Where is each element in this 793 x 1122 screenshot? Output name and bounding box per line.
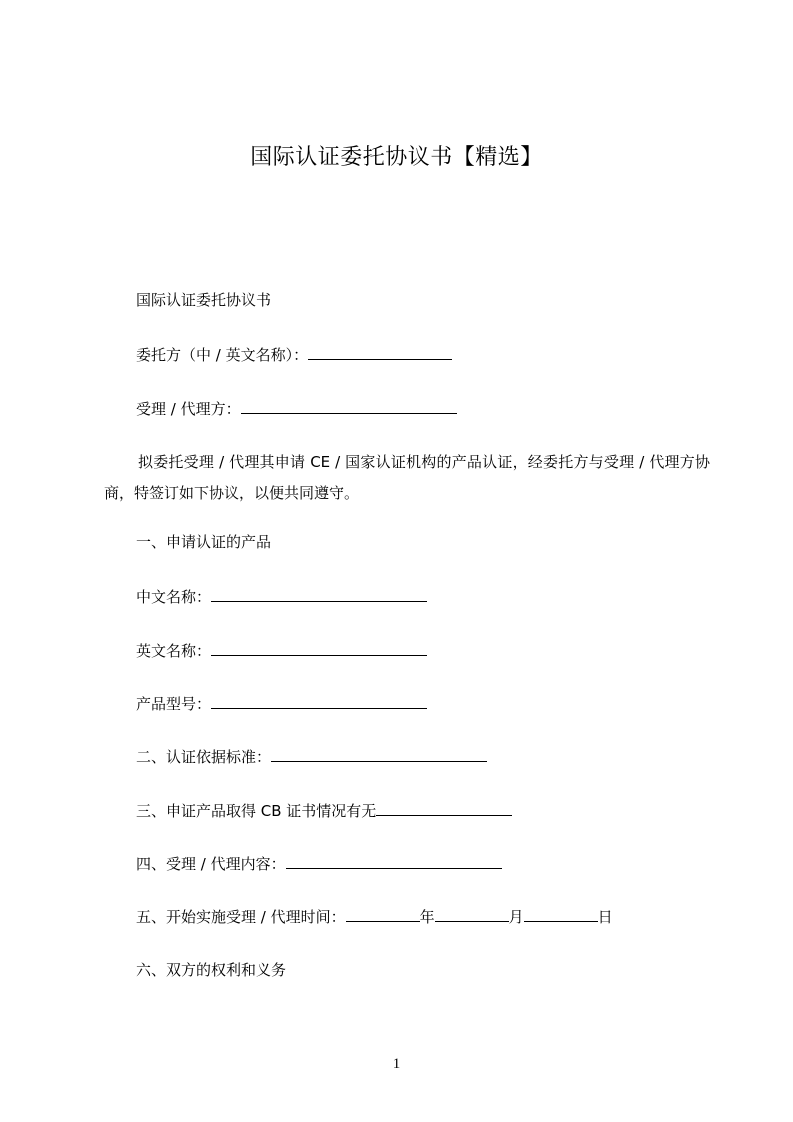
section-4-label: 四、受理 / 代理内容：	[136, 855, 286, 873]
en-name-line	[136, 640, 427, 661]
month-blank	[435, 906, 509, 922]
client-label: 委托方（中 / 英文名称）：	[136, 346, 309, 364]
en-name-blank	[211, 640, 427, 656]
section-1-heading: 一、申请认证的产品	[136, 533, 272, 551]
cb-blank	[376, 800, 512, 816]
model-line	[136, 693, 427, 714]
section-2-label: 二、认证依据标准：	[136, 748, 272, 766]
cn-name-label: 中文名称：	[136, 588, 212, 606]
standard-blank	[271, 746, 487, 762]
model-blank	[211, 693, 427, 709]
section-5-label: 五、开始实施受理 / 代理时间：	[136, 908, 346, 926]
month-label: 月	[508, 908, 524, 926]
intro-paragraph: 拟委托受理 / 代理其申请 CE / 国家认证机构的产品认证，经委托方与受理 / 代理方协商，特签订如下协议，以便共同遵守。	[104, 453, 710, 502]
year-blank	[346, 906, 420, 922]
section-2-line	[136, 746, 487, 767]
cn-name-blank	[211, 586, 427, 602]
client-line	[136, 344, 452, 365]
section-5-line	[136, 906, 613, 927]
en-name-label: 英文名称：	[136, 642, 212, 660]
page-number: 1	[392, 1056, 401, 1072]
section-3-line	[136, 800, 512, 821]
document-title: 国际认证委托协议书【精选】	[250, 145, 543, 170]
agent-blank	[241, 398, 457, 414]
section-3-label: 三、申证产品取得 CB 证书情况有无	[136, 802, 377, 820]
agent-label: 受理 / 代理方：	[136, 400, 241, 418]
year-label: 年	[419, 908, 435, 926]
client-blank	[308, 344, 452, 360]
day-blank	[524, 906, 598, 922]
section-6-heading: 六、双方的权利和义务	[136, 961, 287, 979]
agreement-heading: 国际认证委托协议书	[136, 291, 272, 309]
content-blank	[286, 853, 502, 869]
section-4-line	[136, 853, 502, 874]
cn-name-line	[136, 586, 427, 607]
agent-line	[136, 398, 457, 419]
day-label: 日	[597, 908, 613, 926]
model-label: 产品型号：	[136, 695, 212, 713]
